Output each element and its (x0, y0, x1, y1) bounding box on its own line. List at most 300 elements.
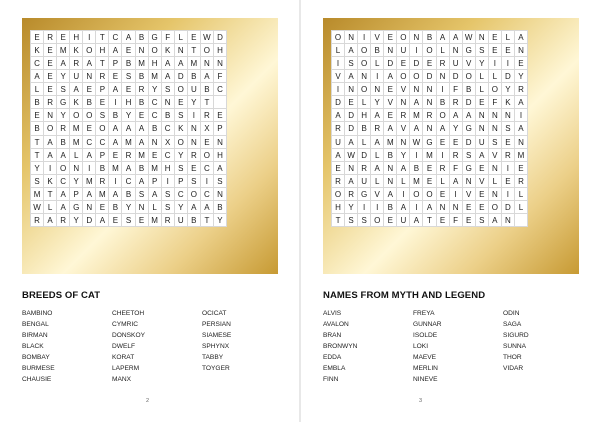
grid-cell: S (345, 214, 358, 227)
grid-cell: M (149, 214, 162, 227)
grid-cell: A (122, 162, 135, 175)
grid-cell: B (136, 70, 149, 83)
grid-cell: E (476, 188, 489, 201)
grid-cell: O (463, 70, 476, 83)
grid-cell: S (162, 188, 175, 201)
grid-cell: A (345, 44, 358, 57)
grid-cell: A (489, 214, 502, 227)
grid-cell: T (201, 214, 214, 227)
grid-cell: S (345, 57, 358, 70)
grid-cell: B (423, 31, 436, 44)
word-column (413, 308, 503, 385)
grid-cell: I (502, 57, 515, 70)
grid-cell: M (70, 122, 83, 135)
grid-cell: I (44, 162, 57, 175)
grid-cell: P (96, 149, 109, 162)
word-item: FINN (323, 376, 339, 383)
grid-cell: O (358, 83, 371, 96)
grid-cell: R (358, 162, 371, 175)
grid-cell: R (502, 149, 515, 162)
grid-cell: L (371, 149, 384, 162)
grid-cell: M (83, 175, 96, 188)
grid-cell: N (423, 122, 436, 135)
grid-cell: E (96, 201, 109, 214)
grid-cell: O (423, 188, 436, 201)
grid-cell: A (384, 188, 397, 201)
grid-cell: I (201, 175, 214, 188)
grid-cell: I (332, 83, 345, 96)
grid-cell: U (476, 136, 489, 149)
grid-cell: A (122, 122, 135, 135)
grid-cell: M (149, 70, 162, 83)
grid-cell: C (57, 175, 70, 188)
grid-cell: A (136, 122, 149, 135)
grid-cell: N (489, 188, 502, 201)
grid-cell: G (463, 44, 476, 57)
grid-cell: L (397, 175, 410, 188)
word-item: BAMBINO (22, 310, 53, 317)
grid-cell: N (214, 136, 227, 149)
grid-cell: O (44, 122, 57, 135)
grid-cell: Y (450, 122, 463, 135)
grid-cell: E (384, 214, 397, 227)
grid-cell: V (371, 188, 384, 201)
word-item: BOMBAY (22, 354, 50, 361)
grid-cell: E (384, 83, 397, 96)
grid-cell: Y (70, 175, 83, 188)
grid-cell: B (463, 83, 476, 96)
grid-cell: H (70, 31, 83, 44)
grid-cell: L (332, 44, 345, 57)
grid-cell: I (515, 109, 528, 122)
grid-cell: E (44, 44, 57, 57)
grid-cell: A (437, 122, 450, 135)
grid-cell: S (175, 109, 188, 122)
grid-cell: A (371, 136, 384, 149)
grid-cell: A (476, 149, 489, 162)
grid-cell: N (463, 175, 476, 188)
grid-cell (515, 214, 528, 227)
grid-cell: R (57, 214, 70, 227)
grid-cell: O (371, 214, 384, 227)
grid-cell: R (437, 162, 450, 175)
word-column (503, 308, 593, 385)
grid-cell: V (489, 149, 502, 162)
grid-cell: Y (188, 96, 201, 109)
grid-cell: R (122, 149, 135, 162)
grid-cell: T (332, 214, 345, 227)
grid-cell: L (489, 175, 502, 188)
grid-cell: A (515, 122, 528, 135)
grid-cell: H (149, 57, 162, 70)
grid-cell: E (476, 201, 489, 214)
grid-cell: D (83, 214, 96, 227)
grid-cell: S (188, 175, 201, 188)
grid-cell: N (476, 122, 489, 135)
grid-cell: R (136, 83, 149, 96)
grid-cell: T (31, 136, 44, 149)
grid-cell: L (371, 57, 384, 70)
grid-cell: N (214, 57, 227, 70)
grid-cell: A (57, 188, 70, 201)
word-item: TABBY (202, 354, 224, 361)
grid-cell: A (515, 96, 528, 109)
grid-cell: O (397, 31, 410, 44)
grid-cell: A (384, 122, 397, 135)
grid-cell: X (162, 136, 175, 149)
grid-cell: T (96, 31, 109, 44)
grid-cell: R (515, 83, 528, 96)
word-item: BLACK (22, 343, 44, 350)
grid-cell: B (214, 201, 227, 214)
grid-cell: I (410, 201, 423, 214)
grid-cell: E (515, 57, 528, 70)
grid-cell: A (44, 136, 57, 149)
grid-cell: C (175, 188, 188, 201)
grid-cell: G (57, 96, 70, 109)
grid-cell: E (450, 136, 463, 149)
grid-cell: D (410, 57, 423, 70)
grid-cell: N (515, 44, 528, 57)
grid-cell: A (201, 201, 214, 214)
grid-cell: I (371, 201, 384, 214)
grid-cell: E (83, 122, 96, 135)
grid-cell: E (44, 83, 57, 96)
grid-cell: E (83, 83, 96, 96)
grid-cell: E (345, 96, 358, 109)
grid-cell: D (423, 70, 436, 83)
grid-cell: F (214, 70, 227, 83)
grid-cell: E (31, 31, 44, 44)
grid-cell: K (502, 96, 515, 109)
grid-cell: O (358, 57, 371, 70)
word-item: BENGAL (22, 321, 49, 328)
grid-cell: A (109, 188, 122, 201)
grid-cell: S (122, 214, 135, 227)
grid-cell: A (122, 31, 135, 44)
grid-cell: I (371, 70, 384, 83)
grid-cell: N (450, 44, 463, 57)
grid-cell: E (31, 109, 44, 122)
grid-cell: A (83, 57, 96, 70)
grid-cell: I (502, 188, 515, 201)
right-page (301, 0, 600, 422)
grid-cell: D (502, 201, 515, 214)
grid-cell: E (109, 149, 122, 162)
word-item: SAGA (503, 321, 522, 328)
grid-cell: N (384, 162, 397, 175)
grid-cell: L (358, 96, 371, 109)
grid-cell: A (332, 149, 345, 162)
grid-cell: N (423, 83, 436, 96)
grid-cell: L (31, 83, 44, 96)
grid-cell: L (476, 70, 489, 83)
grid-cell: E (423, 162, 436, 175)
grid-cell: D (214, 31, 227, 44)
grid-cell: E (57, 31, 70, 44)
grid-cell: Y (515, 70, 528, 83)
word-item: AVALON (323, 321, 349, 328)
grid-cell: A (450, 31, 463, 44)
grid-cell: R (437, 57, 450, 70)
word-item: CHAUSIE (22, 376, 52, 383)
grid-cell: A (57, 201, 70, 214)
word-item: SIGURD (503, 332, 529, 339)
grid-cell: E (502, 44, 515, 57)
grid-cell: M (122, 136, 135, 149)
grid-cell: L (515, 188, 528, 201)
grid-cell: B (96, 162, 109, 175)
grid-cell: M (136, 149, 149, 162)
grid-cell: A (214, 162, 227, 175)
word-item: ISOLDE (413, 332, 438, 339)
grid-cell: P (70, 188, 83, 201)
grid-cell: C (83, 136, 96, 149)
grid-cell: H (122, 96, 135, 109)
grid-cell: V (463, 57, 476, 70)
grid-cell: L (371, 175, 384, 188)
grid-cell: A (188, 201, 201, 214)
grid-cell: B (122, 188, 135, 201)
grid-cell: A (162, 57, 175, 70)
grid-cell: R (162, 214, 175, 227)
word-item: KORAT (112, 354, 135, 361)
grid-cell: E (96, 96, 109, 109)
grid-cell: G (358, 188, 371, 201)
grid-cell: I (437, 149, 450, 162)
grid-cell: S (96, 109, 109, 122)
grid-cell: H (332, 201, 345, 214)
grid-cell: V (332, 70, 345, 83)
grid-cell: O (489, 201, 502, 214)
word-item: SIAMESE (202, 332, 232, 339)
grid-cell: Y (175, 201, 188, 214)
grid-cell: B (384, 149, 397, 162)
grid-cell: N (214, 188, 227, 201)
grid-cell: Y (122, 109, 135, 122)
word-item: SUNNA (503, 343, 527, 350)
grid-cell: L (358, 136, 371, 149)
grid-cell: A (96, 214, 109, 227)
grid-cell: E (423, 175, 436, 188)
grid-cell: N (450, 201, 463, 214)
grid-cell: A (44, 149, 57, 162)
grid-cell: E (463, 214, 476, 227)
grid-cell: M (70, 136, 83, 149)
grid-cell: B (384, 201, 397, 214)
grid-cell: H (358, 109, 371, 122)
word-list (22, 308, 292, 385)
grid-cell: E (44, 70, 57, 83)
grid-cell: S (463, 149, 476, 162)
grid-cell: O (437, 109, 450, 122)
grid-cell: B (136, 31, 149, 44)
grid-cell: U (70, 70, 83, 83)
grid-cell: C (201, 188, 214, 201)
grid-cell: I (188, 109, 201, 122)
grid-cell: N (345, 83, 358, 96)
left-page (0, 0, 299, 422)
grid-cell: A (345, 136, 358, 149)
grid-cell: Y (149, 83, 162, 96)
grid-cell: F (450, 83, 463, 96)
word-column (22, 308, 112, 385)
grid-cell: Y (345, 201, 358, 214)
grid-cell: A (463, 109, 476, 122)
grid-cell: A (450, 175, 463, 188)
grid-cell: O (188, 188, 201, 201)
grid-cell: P (96, 83, 109, 96)
word-column (112, 308, 202, 385)
grid-cell: R (345, 188, 358, 201)
grid-cell: Y (214, 214, 227, 227)
grid-cell: I (397, 188, 410, 201)
grid-cell: B (109, 201, 122, 214)
grid-cell: I (332, 57, 345, 70)
grid-cell: A (136, 175, 149, 188)
grid-cell: L (175, 31, 188, 44)
grid-cell: E (437, 188, 450, 201)
word-item: MAEVE (413, 354, 437, 361)
grid-cell: A (162, 70, 175, 83)
puzzle-title: NAMES FROM MYTH AND LEGEND (323, 290, 486, 301)
grid-cell: N (149, 136, 162, 149)
grid-cell: R (450, 96, 463, 109)
word-item: BIRMAN (22, 332, 48, 339)
grid-cell: N (397, 96, 410, 109)
grid-cell: D (345, 109, 358, 122)
grid-cell: N (489, 109, 502, 122)
grid-cell: A (515, 31, 528, 44)
grid-cell: B (122, 57, 135, 70)
grid-cell: O (175, 136, 188, 149)
grid-cell: E (397, 57, 410, 70)
word-item: FREYA (413, 310, 435, 317)
grid-cell: R (96, 70, 109, 83)
grid-cell: W (31, 201, 44, 214)
grid-cell: O (332, 31, 345, 44)
grid-cell: Y (57, 70, 70, 83)
grid-cell: B (371, 44, 384, 57)
page-number: 3 (419, 398, 423, 404)
grid-cell: C (122, 175, 135, 188)
grid-cell: Y (502, 83, 515, 96)
grid-cell: U (450, 57, 463, 70)
grid-cell: V (476, 175, 489, 188)
grid-cell (214, 96, 227, 109)
grid-cell: M (96, 188, 109, 201)
grid-cell: E (136, 109, 149, 122)
grid-cell: D (463, 96, 476, 109)
grid-cell: T (44, 188, 57, 201)
grid-cell: N (515, 136, 528, 149)
grid-cell: Y (57, 109, 70, 122)
grid-cell: A (410, 122, 423, 135)
grid-cell: S (136, 188, 149, 201)
grid-cell: K (31, 44, 44, 57)
grid-cell: C (149, 96, 162, 109)
grid-cell: N (476, 109, 489, 122)
grid-cell: N (136, 201, 149, 214)
word-item: SPHYNX (202, 343, 230, 350)
word-item: PERSIAN (202, 321, 231, 328)
grid-cell: O (397, 70, 410, 83)
grid-cell: E (437, 136, 450, 149)
grid-cell: B (410, 162, 423, 175)
grid-cell: C (201, 162, 214, 175)
grid-cell: S (162, 83, 175, 96)
grid-cell: D (358, 149, 371, 162)
grid-cell: M (410, 109, 423, 122)
grid-cell: A (332, 109, 345, 122)
grid-cell: W (345, 149, 358, 162)
grid-cell: B (201, 83, 214, 96)
grid-cell: R (332, 122, 345, 135)
word-item: CYMRIC (112, 321, 139, 328)
word-item: TOYGER (202, 365, 230, 372)
grid-cell: A (109, 136, 122, 149)
grid-cell: P (109, 57, 122, 70)
grid-cell: N (437, 70, 450, 83)
grid-cell: L (489, 70, 502, 83)
grid-cell: H (214, 44, 227, 57)
grid-cell: N (410, 31, 423, 44)
grid-cell: M (136, 57, 149, 70)
grid-cell: B (31, 96, 44, 109)
grid-cell: N (345, 162, 358, 175)
grid-cell: E (109, 214, 122, 227)
grid-cell: M (515, 149, 528, 162)
grid-cell: C (149, 109, 162, 122)
grid-cell: Y (476, 57, 489, 70)
grid-cell: N (188, 136, 201, 149)
word-item: ALVIS (323, 310, 342, 317)
grid-cell: C (31, 57, 44, 70)
grid-cell: I (83, 31, 96, 44)
grid-cell: G (463, 122, 476, 135)
grid-cell: A (423, 201, 436, 214)
grid-cell: E (332, 162, 345, 175)
grid-cell: M (188, 57, 201, 70)
grid-cell: A (83, 149, 96, 162)
grid-cell: I (489, 57, 502, 70)
page-number: 2 (146, 398, 150, 404)
grid-cell: E (44, 57, 57, 70)
grid-cell: D (345, 122, 358, 135)
grid-cell: U (358, 175, 371, 188)
grid-cell: N (489, 162, 502, 175)
grid-cell: C (96, 136, 109, 149)
grid-cell: R (188, 149, 201, 162)
grid-cell: S (489, 136, 502, 149)
grid-cell: R (44, 96, 57, 109)
grid-cell: M (423, 149, 436, 162)
grid-cell: V (384, 96, 397, 109)
word-column (202, 308, 292, 385)
grid-cell: K (162, 44, 175, 57)
word-item: OCICAT (202, 310, 227, 317)
grid-cell: I (109, 175, 122, 188)
grid-cell: E (136, 214, 149, 227)
grid-cell: R (201, 109, 214, 122)
grid-cell: L (476, 83, 489, 96)
grid-cell: F (450, 162, 463, 175)
grid-cell: L (515, 201, 528, 214)
grid-cell: N (345, 31, 358, 44)
word-list (323, 308, 593, 385)
grid-cell: S (476, 44, 489, 57)
grid-cell: C (214, 83, 227, 96)
